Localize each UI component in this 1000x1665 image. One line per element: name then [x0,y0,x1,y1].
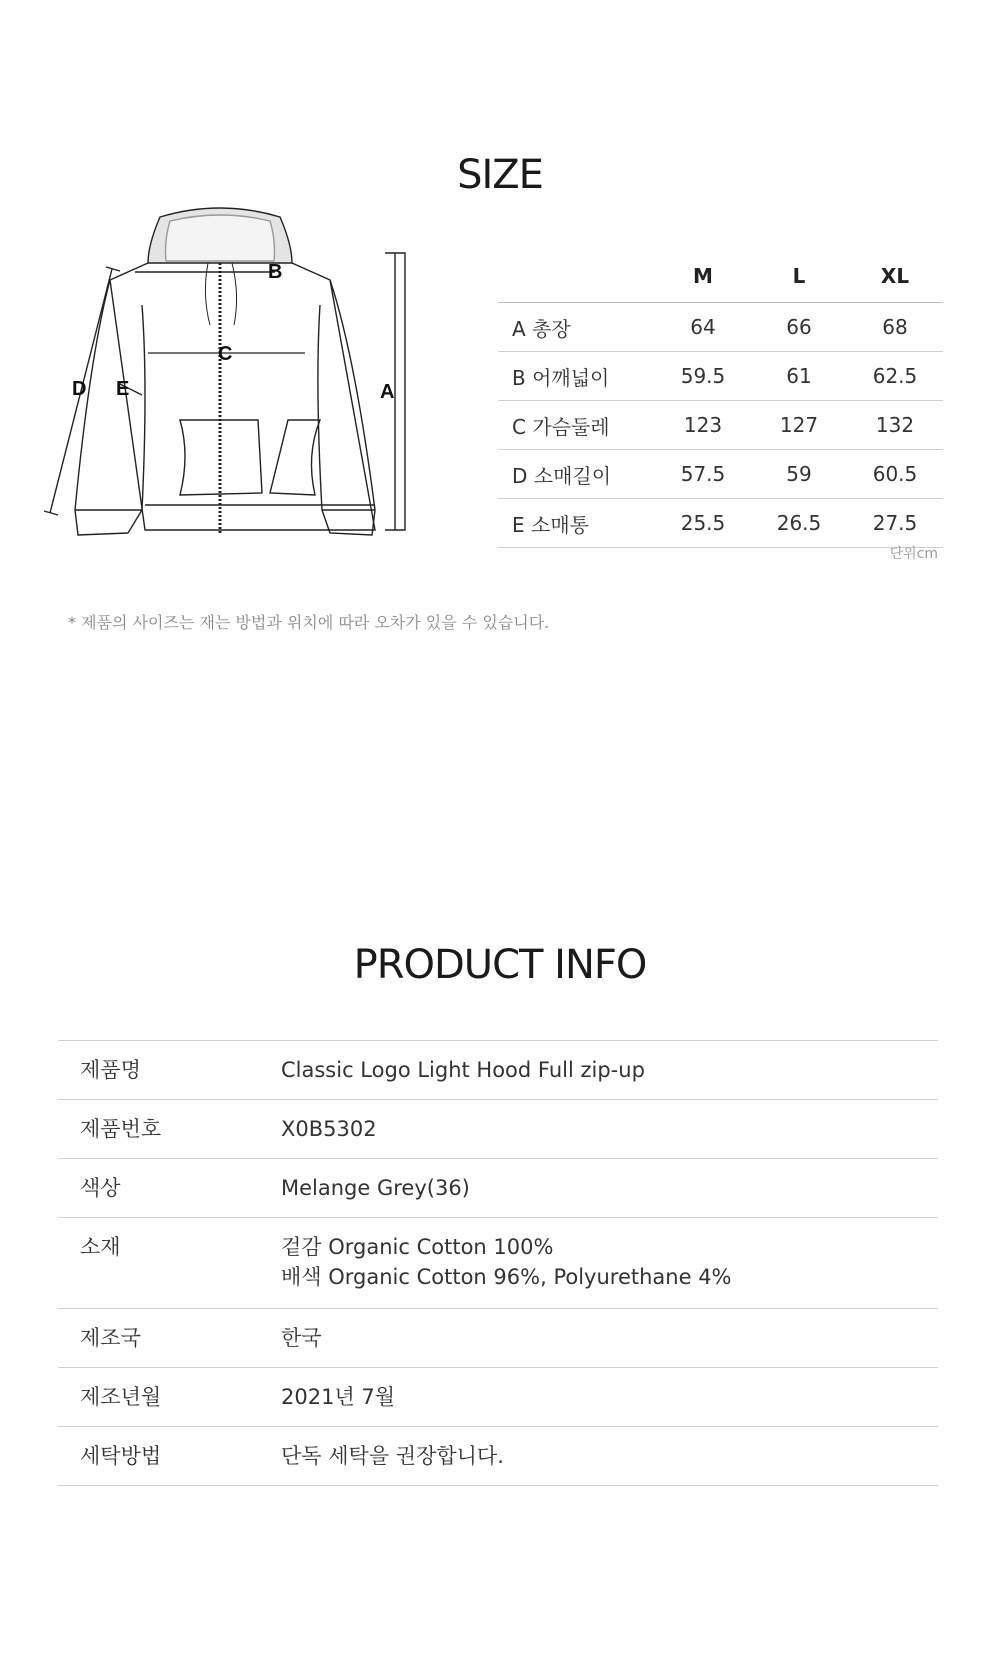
size-header-row [498,250,943,303]
info-value: 단독 세탁을 권장합니다. [281,1427,938,1486]
size-row [498,352,943,401]
size-note: * 제품의 사이즈는 재는 방법과 위치에 따라 오차가 있을 수 있습니다. [68,613,550,632]
size-row [498,499,943,548]
size-col-l: L [751,250,847,303]
size-row-label: A 총장 [498,303,655,352]
size-table [498,250,943,548]
size-row-label: B 어깨넓이 [498,352,655,401]
info-row [58,1368,938,1427]
size-row [498,401,943,450]
size-row [498,450,943,499]
info-value: 2021년 7월 [281,1368,938,1427]
size-cell: 59 [751,450,847,499]
info-value-line: 배색 Organic Cotton 96%, Polyurethane 4% [281,1265,732,1289]
size-cell: 25.5 [655,499,751,548]
dim-label-e: E [116,378,130,400]
unit-label: 단위cm [889,546,938,562]
size-cell: 66 [751,303,847,352]
size-row-label: C 가슴둘레 [498,401,655,450]
size-cell: 127 [751,401,847,450]
size-cell: 26.5 [751,499,847,548]
info-value: Melange Grey(36) [281,1159,938,1218]
info-row [58,1309,938,1368]
size-title: SIZE [457,152,543,198]
info-value: 한국 [281,1309,938,1368]
size-cell: 132 [847,401,943,450]
size-row [498,303,943,352]
info-value-line: 겉감 Organic Cotton 100% [281,1235,554,1259]
size-row-label: E 소매통 [498,499,655,548]
info-value: X0B5302 [281,1100,938,1159]
info-row [58,1218,938,1309]
size-row-label: D 소매길이 [498,450,655,499]
size-cell: 59.5 [655,352,751,401]
size-cell: 68 [847,303,943,352]
left-sleeve [75,280,145,535]
hoodie-diagram [30,205,450,560]
info-row [58,1427,938,1486]
size-cell: 61 [751,352,847,401]
info-row [58,1041,938,1100]
info-key: 색상 [58,1159,281,1218]
size-col-m: M [655,250,751,303]
info-key: 제품번호 [58,1100,281,1159]
info-key: 제조국 [58,1309,281,1368]
size-cell: 62.5 [847,352,943,401]
dim-label-b: B [268,261,283,283]
info-key: 제품명 [58,1041,281,1100]
size-cell: 64 [655,303,751,352]
info-key: 세탁방법 [58,1427,281,1486]
info-row [58,1159,938,1218]
right-sleeve [318,280,375,535]
info-value: Classic Logo Light Hood Full zip-up [281,1041,938,1100]
info-row [58,1100,938,1159]
info-key: 제조년월 [58,1368,281,1427]
size-cell: 57.5 [655,450,751,499]
dim-label-d: D [72,378,87,400]
size-cell: 123 [655,401,751,450]
size-cell: 60.5 [847,450,943,499]
size-col-xl: XL [847,250,943,303]
product-info-table [58,1040,938,1486]
size-header-blank [498,250,655,303]
size-cell: 27.5 [847,499,943,548]
dim-label-c: C [218,343,233,365]
dim-label-a: A [380,381,395,403]
info-key: 소재 [58,1218,281,1309]
body-outline [110,263,375,530]
product-info-title: PRODUCT INFO [353,942,647,988]
info-value [281,1218,938,1309]
